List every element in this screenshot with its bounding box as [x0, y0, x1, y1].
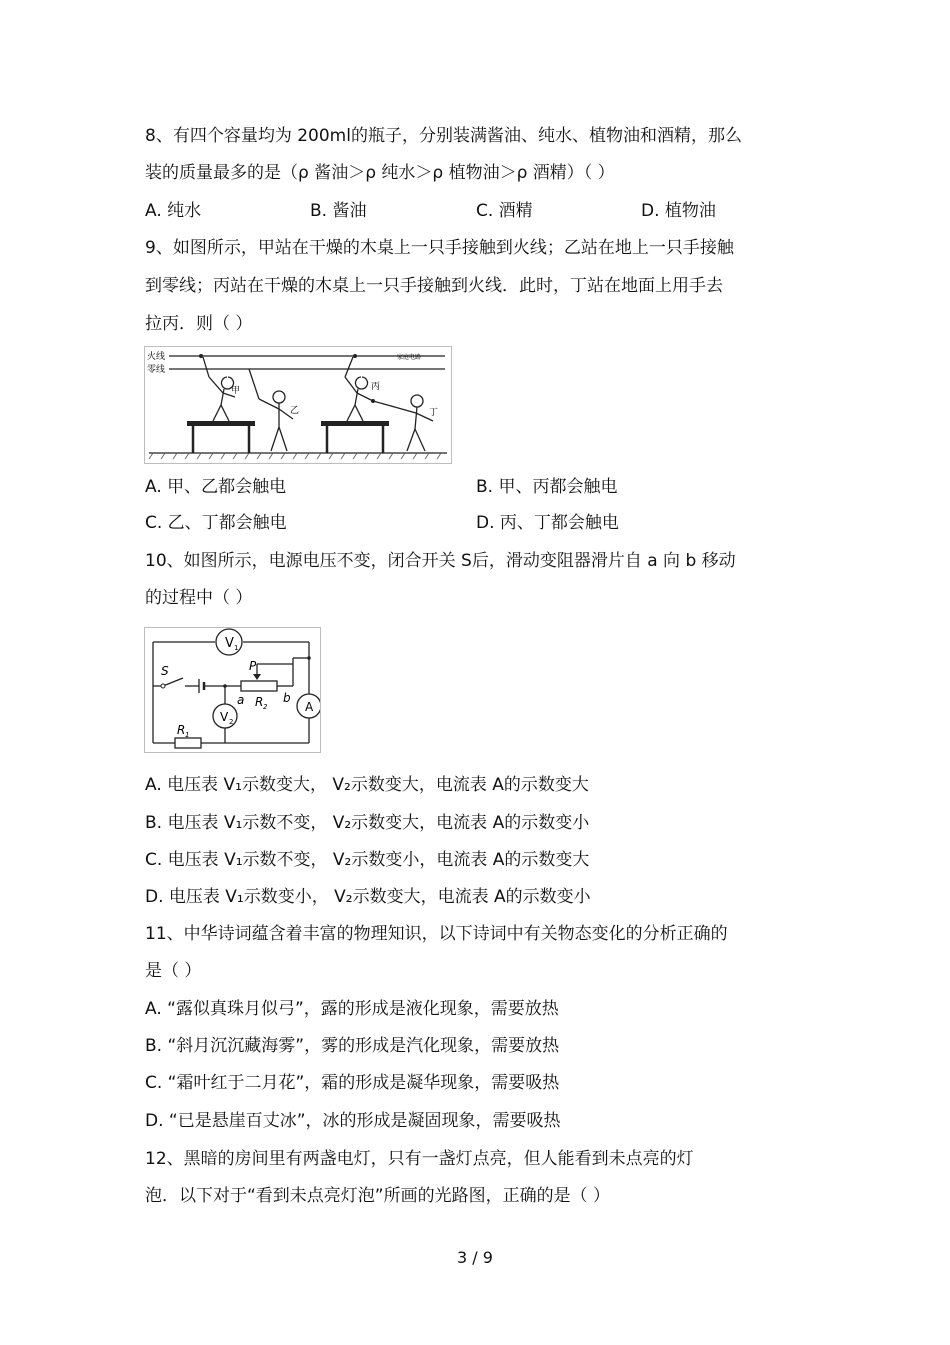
q11-option-d: D. “已是悬崖百丈冰”，冰的形成是凝固现象，需要吸热 [145, 1111, 561, 1131]
q9-option-b: B. 甲、丙都会触电 [476, 477, 618, 497]
q10-option-a: A. 电压表 V₁示数变大， V₂示数变大，电流表 A的示数变大 [145, 775, 589, 795]
q9-option-c: C. 乙、丁都会触电 [145, 513, 287, 533]
q10-circuit-figure [144, 627, 321, 753]
live-wire-label: 火线 [147, 352, 166, 362]
q9-option-d: D. 丙、丁都会触电 [476, 513, 619, 533]
q11-stem-line1: 11、中华诗词蕴含着丰富的物理知识，以下诗词中有关物态变化的分析正确的 [145, 924, 728, 944]
q8-option-d: D. 植物油 [641, 201, 716, 221]
q9-option-a: A. 甲、乙都会触电 [145, 477, 287, 497]
q11-option-b: B. “斜月沉沉藏海雾”，雾的形成是汽化现象，需要放热 [145, 1036, 560, 1056]
v1-label: V [225, 636, 234, 651]
q10-stem-line2: 的过程中（ ） [145, 588, 253, 608]
q12-stem-line2: 泡．以下对于“看到未点亮灯泡”所画的光路图，正确的是（ ） [145, 1186, 611, 1206]
q8-option-a: A. 纯水 [145, 201, 202, 221]
q10-option-c: C. 电压表 V₁示数不变， V₂示数变小，电流表 A的示数变大 [145, 850, 590, 870]
page-number: 3 / 9 [457, 1248, 493, 1267]
q10-option-b: B. 电压表 V₁示数不变， V₂示数变大，电流表 A的示数变小 [145, 813, 590, 833]
point-b-label: b [283, 691, 291, 705]
q8-stem-line2: 装的质量最多的是（ρ 酱油＞ρ 纯水＞ρ 植物油＞ρ 酒精）（ ） [145, 163, 615, 183]
v2-subscript: 2 [229, 718, 234, 726]
q8-option-b: B. 酱油 [310, 201, 367, 221]
point-a-label: a [237, 693, 245, 707]
q9-figure [144, 346, 452, 464]
q11-stem-line2: 是（ ） [145, 961, 202, 981]
q12-stem-line1: 12、黑暗的房间里有两盏电灯，只有一盏灯点亮，但人能看到未点亮的灯 [145, 1149, 694, 1169]
q8-option-c: C. 酒精 [476, 201, 533, 221]
person-yi-label: 乙 [290, 406, 300, 416]
person-ding-label: 丁 [429, 408, 439, 418]
person-jia-label: 甲 [231, 386, 241, 396]
person-bing-label: 丙 [371, 382, 381, 392]
v2-label: V [220, 710, 229, 724]
q9-stem-line2: 到零线；丙站在干燥的木桌上一只手接触到火线．此时，丁站在地面上用手去 [145, 276, 723, 296]
q11-option-a: A. “露似真珠月似弓”，露的形成是液化现象，需要放热 [145, 999, 559, 1019]
r1-subscript: 1 [185, 731, 190, 739]
q11-option-c: C. “霜叶红于二月花”，霜的形成是凝华现象，需要吸热 [145, 1073, 560, 1093]
v1-subscript: 1 [234, 644, 239, 652]
r1-label: R [177, 723, 186, 737]
switch-label: S [161, 664, 169, 678]
r2-subscript: 2 [263, 703, 268, 711]
q10-option-d: D. 电压表 V₁示数变小， V₂示数变大，电流表 A的示数变小 [145, 887, 591, 907]
q10-stem-line1: 10、如图所示，电源电压不变，闭合开关 S后，滑动变阻器滑片自 a 向 b 移动 [145, 551, 736, 571]
neutral-wire-label: 零线 [147, 365, 166, 375]
slider-label: P [249, 659, 257, 673]
home-circuit-label: 家庭电路 [397, 354, 422, 361]
q9-stem-line3: 拉丙．则（ ） [145, 314, 253, 334]
ammeter-label: A [305, 700, 314, 714]
q8-stem-line1: 8、有四个容量均为 200ml的瓶子，分别装满酱油、纯水、植物油和酒精，那么 [145, 126, 742, 146]
r2-label: R [255, 695, 264, 709]
q9-stem-line1: 9、如图所示，甲站在干燥的木桌上一只手接触到火线；乙站在地上一只手接触 [145, 238, 734, 258]
